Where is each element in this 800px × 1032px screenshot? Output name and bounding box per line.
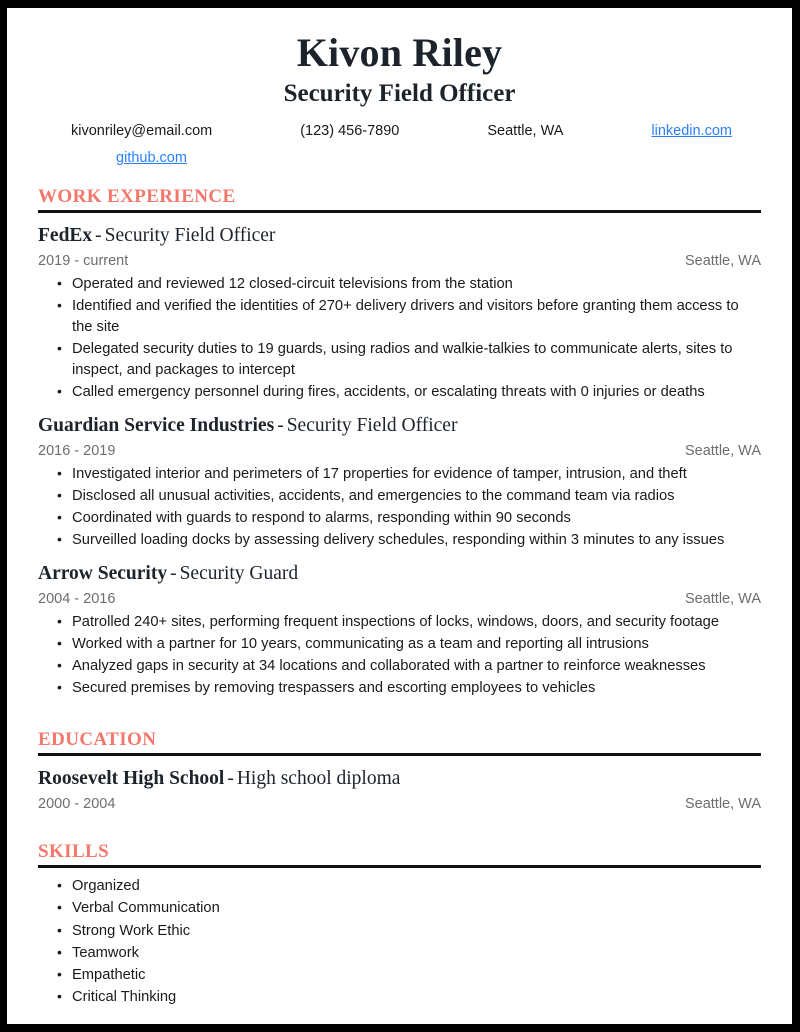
contact-github-link[interactable]: github.com — [116, 150, 187, 166]
education-meta — [38, 794, 761, 814]
list-item: • Secured premises by removing trespassers and escorting employees to vehicles — [72, 678, 761, 699]
list-item: • Called emergency personnel during fires, accidents, or escalating threats with 0 injuries or deaths — [72, 382, 761, 403]
list-item: • Investigated interior and perimeters of 17 properties for evidence of tamper, intrusion, and theft — [72, 464, 761, 485]
experience-meta — [38, 589, 761, 609]
list-item: • Empathetic — [72, 964, 761, 986]
section-skills — [38, 841, 761, 1009]
experience-entry — [38, 224, 761, 403]
education-separator: - — [227, 768, 234, 789]
experience-dates: 2004 - 2016 — [38, 591, 116, 607]
experience-bullets — [38, 464, 761, 551]
experience-location: Seattle, WA — [684, 591, 761, 607]
contact-location: Seattle, WA — [487, 123, 564, 139]
list-item: • Teamwork — [72, 942, 761, 964]
experience-bullets — [38, 274, 761, 403]
experience-meta — [38, 251, 761, 271]
page-title: Kivon Riley — [296, 30, 503, 75]
skills-list — [38, 875, 761, 1009]
list-item: • Surveilled loading docks by assessing delivery schedules, responding within 3 minutes to any issues — [72, 530, 761, 551]
education-organization: Roosevelt High School — [38, 768, 225, 789]
education-entry — [38, 767, 761, 814]
experience-headline — [38, 224, 761, 248]
contact-email: kivonriley@email.com — [71, 123, 213, 139]
list-item: • Identified and verified the identities of 270+ delivery drivers and visitors before granting them access to the site — [72, 296, 761, 338]
experience-separator: - — [277, 415, 284, 436]
resume-header — [38, 30, 761, 168]
list-item: • Analyzed gaps in security at 34 locations and collaborated with a partner to reinforce weaknesses — [72, 656, 761, 677]
list-item: • Strong Work Ethic — [72, 920, 761, 942]
section-divider — [38, 865, 761, 868]
contact-phone: (123) 456-7890 — [300, 123, 400, 139]
experience-location: Seattle, WA — [684, 443, 761, 459]
list-item: • Operated and reviewed 12 closed-circuit televisions from the station — [72, 274, 761, 295]
resume-document — [7, 8, 792, 1024]
experience-role: Security Guard — [179, 563, 299, 584]
list-item: • Coordinated with guards to respond to alarms, responding within 90 seconds — [72, 508, 761, 529]
list-item: • Critical Thinking — [72, 986, 761, 1008]
experience-bullets — [38, 612, 761, 699]
section-heading-work-experience: WORK EXPERIENCE — [38, 186, 236, 207]
contact-row-secondary — [38, 148, 761, 168]
experience-entry — [38, 414, 761, 551]
experience-entry — [38, 562, 761, 699]
list-item: • Delegated security duties to 19 guards, using radios and walkie-talkies to communicate alerts, sites to inspect, and packages to intercept — [72, 339, 761, 381]
experience-meta — [38, 441, 761, 461]
list-item: • Patrolled 240+ sites, performing frequent inspections of locks, windows, doors, and security footage — [72, 612, 761, 633]
section-work-experience — [38, 186, 761, 699]
list-item: • Disclosed all unusual activities, accidents, and emergencies to the command team via radios — [72, 486, 761, 507]
experience-headline — [38, 414, 761, 438]
contact-row-primary — [38, 121, 761, 141]
experience-dates: 2016 - 2019 — [38, 443, 116, 459]
professional-title: Security Field Officer — [283, 80, 516, 107]
section-divider — [38, 210, 761, 213]
experience-dates: 2019 - current — [38, 253, 129, 269]
education-degree: High school diploma — [236, 768, 401, 789]
experience-separator: - — [170, 563, 177, 584]
experience-location: Seattle, WA — [684, 253, 761, 269]
experience-headline — [38, 562, 761, 586]
education-location: Seattle, WA — [684, 796, 761, 812]
list-item: • Organized — [72, 875, 761, 897]
section-divider — [38, 753, 761, 756]
experience-role: Security Field Officer — [104, 225, 276, 246]
experience-organization: Arrow Security — [38, 563, 168, 584]
list-item: • Worked with a partner for 10 years, communicating as a team and reporting all intrusions — [72, 634, 761, 655]
section-education — [38, 729, 761, 814]
section-heading-education: EDUCATION — [38, 729, 157, 750]
education-headline — [38, 767, 761, 791]
experience-separator: - — [95, 225, 102, 246]
contact-info — [38, 121, 761, 168]
section-heading-skills: SKILLS — [38, 841, 110, 862]
contact-linkedin-link[interactable]: linkedin.com — [651, 123, 732, 139]
list-item: • Verbal Communication — [72, 897, 761, 919]
experience-organization: Guardian Service Industries — [38, 415, 275, 436]
education-dates: 2000 - 2004 — [38, 796, 116, 812]
experience-role: Security Field Officer — [286, 415, 458, 436]
experience-organization: FedEx — [38, 225, 93, 246]
